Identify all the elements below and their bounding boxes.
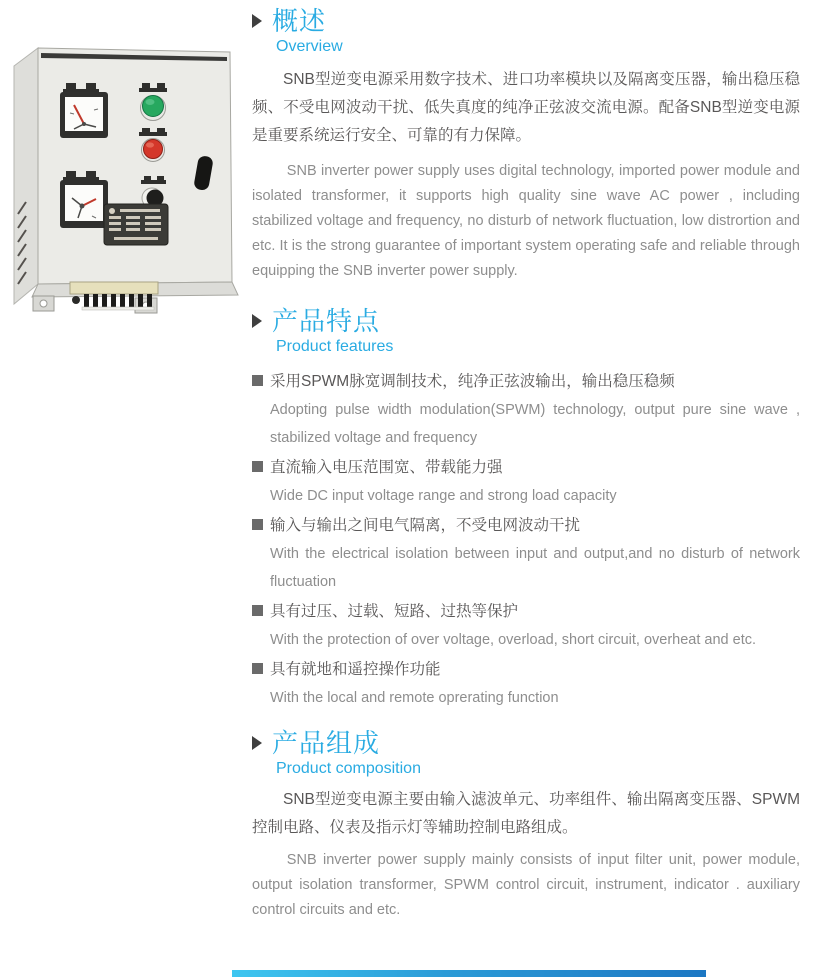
cabinet-side-panel <box>14 48 38 304</box>
overview-header <box>252 6 800 56</box>
feature-cn-text: 具有就地和遥控操作功能 <box>270 661 441 678</box>
feature-en-text: With the local and remote oprerating function <box>270 690 559 706</box>
feature-en-text: With the protection of over voltage, overload, short circuit, overheat and etc. <box>270 632 757 648</box>
feature-cn-text: 具有过压、过载、短路、过热等保护 <box>270 603 519 620</box>
square-bullet-icon <box>252 375 263 386</box>
feature-cn <box>252 454 800 482</box>
feature-en-text: Adopting pulse width modulation(SPWM) technology, output pure sine wave , stabilized voltage and frequency <box>270 402 800 446</box>
section-composition <box>252 728 800 923</box>
triangle-marker-icon <box>252 736 262 750</box>
square-bullet-icon <box>252 461 263 472</box>
stop-button-icon <box>139 128 167 162</box>
feature-en-text: Wide DC input voltage range and strong load capacity <box>270 488 617 504</box>
square-bullet-icon <box>252 663 263 674</box>
composition-header <box>252 728 800 778</box>
cabinet-illustration <box>8 32 243 322</box>
feature-item <box>252 512 800 596</box>
nameplate <box>104 204 168 245</box>
feature-item <box>252 454 800 510</box>
features-list <box>252 368 800 712</box>
feature-cn-text: 采用SPWM脉宽调制技术，纯净正弦波输出，输出稳压稳频 <box>270 373 675 390</box>
feature-cn-text: 直流输入电压范围宽、带载能力强 <box>270 459 503 476</box>
overview-paragraph-cn: SNB型逆变电源采用数字技术、进口功率模块以及隔离变压器，输出稳压稳频、不受电网波动干扰、低失真度的纯净正弦波交流电源。配备SNB型逆变电源是重要系统运行安全、可靠的有力保障。 <box>252 71 800 144</box>
content-column <box>252 6 800 923</box>
composition-title-cn: 产品组成 <box>272 728 381 758</box>
overview-titles <box>272 6 343 56</box>
feature-item <box>252 368 800 452</box>
feature-item <box>252 656 800 712</box>
composition-titles <box>272 728 421 778</box>
triangle-marker-icon <box>252 14 262 28</box>
triangle-marker-icon <box>252 314 262 328</box>
feature-cn <box>252 368 800 396</box>
square-bullet-icon <box>252 605 263 616</box>
feature-cn-text: 输入与输出之间电气隔离，不受电网波动干扰 <box>270 517 581 534</box>
section-overview <box>252 6 800 284</box>
features-title-cn: 产品特点 <box>272 306 381 336</box>
composition-paragraph-cn: SNB型逆变电源主要由输入滤波单元、功率组件、输出隔离变压器、SPWM控制电路、仪表及指示灯等辅助控制电路组成。 <box>252 791 800 836</box>
section-features <box>252 306 800 712</box>
overview-paragraph-en: SNB inverter power supply uses digital technology, imported power module and isolated transformer, it supports high quality sine wave AC power , including stabilized voltage and frequency, no disturb of network fluctuation, low distrortion and etc. It is the strong guarantee of important system operating safe and reliable through equipping the SNB inverter power supply. <box>252 163 800 279</box>
features-titles <box>272 306 393 356</box>
feature-cn <box>252 656 800 684</box>
product-photo <box>8 32 243 322</box>
composition-paragraph-en: SNB inverter power supply mainly consists of input filter unit, power module, output isolation transformer, SPWM control circuit, instrument, indicator . auxiliary control circuits and etc. <box>252 852 800 918</box>
feature-cn <box>252 512 800 540</box>
square-bullet-icon <box>252 519 263 530</box>
composition-title-en: Product composition <box>276 760 421 777</box>
feature-cn <box>252 598 800 626</box>
feature-item <box>252 598 800 654</box>
footer-accent-bar <box>232 970 706 977</box>
feature-en-text: With the electrical isolation between input and output,and no disturb of network fluctuation <box>270 546 800 590</box>
features-header <box>252 306 800 356</box>
overview-title-en: Overview <box>276 38 343 55</box>
features-title-en: Product features <box>276 338 394 355</box>
overview-title-cn: 概述 <box>272 6 327 36</box>
start-button-icon <box>139 83 167 121</box>
